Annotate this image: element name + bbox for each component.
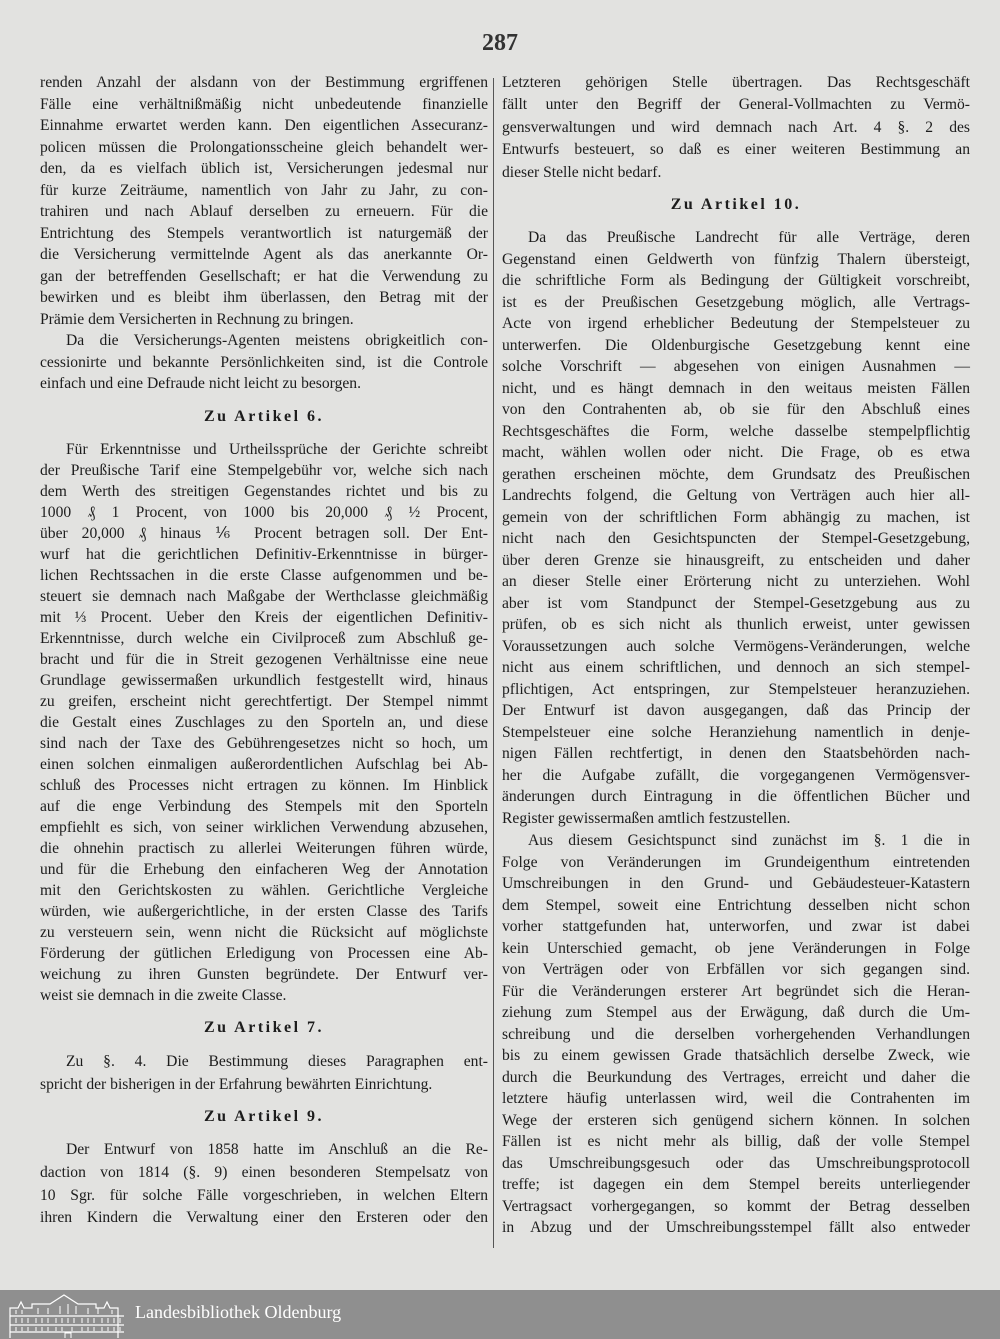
text-line: unterwerfen. Die Oldenburgische Gesetzgebung kennt eine (502, 336, 970, 354)
text-line: steuert sie demnach nach Maßgabe der Werthclasse gleichmäßig (40, 588, 488, 605)
text-line: auf die enge Verbindung des Stempels mit den Sporteln (40, 798, 488, 815)
text-line: gensverwaltungen und wird demnach nach Art. 4 §. 2 des (502, 118, 970, 136)
text-line: in Abzug und der Umschreibungsstempel fällt also entweder (502, 1219, 970, 1236)
paragraph (502, 72, 970, 184)
text-line: sind nach der Taxe des Gebührengesetzes nicht so hoch, um (40, 735, 488, 752)
text-line: den, da es vielfach üblich ist, Versicherungen jedesmal nur (40, 160, 488, 177)
text-line: nicht nach den Gesichtspuncten der Stempel-Gesetzgebung, (502, 530, 970, 547)
paragraph (502, 227, 970, 829)
text-line: weichung zu ihren Gunsten begründete. Der Entwurf ver- (40, 966, 488, 983)
text-line: macht, wählen wollen oder nicht. Die Frage, ob es etwa (502, 444, 970, 461)
text-line: würden, wie außergerichtliche, in der ersten Classe des Tarifs (40, 903, 488, 920)
text-line: Der Entwurf ist davon ausgegangen, daß das Princip der (502, 702, 970, 719)
text-line: einfach und eine Defraude nicht leicht zu besorgen. (40, 375, 361, 392)
paragraph (40, 1050, 488, 1096)
text-line: kein Unterschied gemacht, ob jene Veränderungen in Folge (502, 939, 970, 957)
section-heading: Zu Artikel 7. (203, 1019, 325, 1036)
text-line: mit ⅓ Procent. Ueber den Kreis der eigentlichen Definitiv- (40, 609, 488, 626)
text-line: 1000 ₰ 1 Procent, von 1000 bis 20,000 ₰ ½ Procent, (40, 504, 488, 521)
text-line: über 20,000 ₰ hinaus ⅙ Procent betragen soll. Der Ent- (40, 525, 488, 542)
text-line: von Verträgen oder von Erbfällen vor sich gegangen sind. (502, 961, 970, 978)
text-line: empfiehlt es sich, von seiner wirklichen Verwendung abzusehen, (40, 819, 488, 836)
text-line: Acte von irgend erheblicher Bedeutung der Stempelsteuer zu (502, 315, 970, 332)
text-line: die schriftliche Form als Bedingung der Gültigkeit vorschreibt, (502, 272, 970, 289)
paragraph (40, 1139, 488, 1230)
text-line: her die Aufgabe zufällt, die vorgegangenen Vermögensver- (502, 766, 970, 784)
text-line: mit den Gerichtskosten zu wählen. Gerichtliche Vergleiche (40, 882, 488, 899)
text-line: änderungen durch Eintragung in die öffentlichen Bücher und (502, 788, 970, 805)
text-line: ihren Kindern die Verwaltung einer den Ersteren oder den (40, 1209, 488, 1227)
text-line: durch die Beurkundung des Vertrages, erreicht und daher die (502, 1068, 970, 1086)
text-line: daction von 1814 (§. 9) einen besonderen Stempelsatz von (40, 1163, 488, 1181)
text-line: dem Stempel, soweit eine Entrichtung desselben nicht schon (502, 896, 970, 914)
text-line: prüfen, ob es sich nicht als thunlich erweist, unter gewissen (502, 616, 970, 633)
text-line: einen solchen einmaligen außerordentlichen Aufschlag bei Ab- (40, 756, 488, 773)
text-line: pflichtigen, Act entspringen, zur Stempelsteuer heranzuziehen. (502, 680, 970, 698)
text-line: zu versteuern sein, wenn nicht die Rücksicht auf möglichste (40, 924, 488, 941)
text-line: Entwurfs besteuert, so daß es einer weiteren Bestimmung an (502, 141, 970, 159)
text-line: ist es der Preußischen Gesetzgebung möglich, alle Vertrags- (502, 293, 970, 311)
text-line: über deren Grenze sie hinausgreift, zu entscheiden und daher (502, 551, 970, 569)
text-line: vorher stattgefunden hat, unterworfen, und zwar ist dabei (502, 918, 970, 935)
text-line: Landrechts folgend, die Geltung von Verträgen auch hier all- (502, 487, 970, 504)
text-line: an dieser Stelle einer Erörterung nicht zu unterziehen. Wohl (502, 573, 970, 590)
text-line: Da das Preußische Landrecht für alle Verträge, deren (528, 229, 970, 246)
text-line: spricht der bisherigen in der Erfahrung bewährten Einrichtung. (40, 1076, 433, 1093)
section-heading: Zu Artikel 6. (203, 408, 325, 425)
text-line: bis zu einem gewissen Grade thatsächlich derselbe Zweck, wie (502, 1047, 970, 1064)
paragraph (502, 830, 970, 1239)
text-line: trahiren und nach Ablauf derselben zu erneuern. Für die (40, 203, 488, 220)
text-line: Für die Veränderungen ersterer Art begründet sich die Heran- (502, 982, 970, 1000)
text-line: lichen Rechtssachen in die erste Classe aufgenommen und be- (40, 567, 488, 584)
text-line: Grundlage gewissermaßen urkundlich festgestellt wird, hinaus (40, 672, 488, 689)
text-line: der Preußische Tarif eine Stempelgebühr vor, welche sich nach (40, 462, 488, 479)
section-heading: Zu Artikel 9. (203, 1108, 325, 1125)
text-line: Gegenstand einen Geldwerth von fünfzig Thalern übersteigt, (502, 250, 970, 268)
text-line: gemein von der schriftlichen Form abhängig zu machen, ist (502, 508, 970, 526)
text-line: die Gestalt eines Zuschlages zu den Sporteln an, und diese (40, 714, 488, 731)
text-line: Entrichtung des Stempels verantwortlich ist naturgemäß der (40, 224, 488, 242)
text-line: gan der betreffenden Gesellschaft; er hat die Verwendung zu (40, 267, 488, 285)
text-line: die ohnehin practisch zu allerlei Weiterungen führen würde, (40, 840, 488, 857)
text-line: schreibung und die derselben vorhergehenden Verhandlungen (502, 1025, 970, 1043)
page-number: 287 (482, 30, 518, 56)
text-line: dieser Stelle nicht bedarf. (502, 163, 662, 181)
text-line: aber ist vom Standpunct der Stempel-Gesetzgebung aus zu (502, 594, 970, 612)
text-line: schluß des Processes nicht ertragen zu können. Im Hinblick (40, 777, 488, 794)
text-line: 10 Sgr. für solche Fälle vorgeschrieben, in welchen Eltern (40, 1186, 488, 1204)
text-line: Rechtsgeschäftes die Form, welche dasselbe stempelpflichtig (502, 422, 970, 440)
text-line: bracht und für die in Streit gezogenen Verhältnisse eine neue (40, 651, 488, 668)
text-line: Förderung der gütlichen Erledigung von Processen eine Ab- (40, 945, 488, 962)
text-line: Erkenntnisse, durch welche ein Civilproceß zum Abschluß ge- (40, 630, 488, 647)
library-name: Landesbibliothek Oldenburg (135, 1302, 342, 1322)
footer-bar (0, 1290, 1000, 1339)
text-line: Umschreibungen in den Grund- und Gebäudesteuer-Katastern (502, 875, 970, 892)
text-line: Fälle eine verhältnißmäßig nicht unbedeutende finanzielle (40, 95, 488, 113)
text-line: die Versicherung vermittelnde Agent als das anerkannte Or- (40, 246, 488, 263)
text-line: fällt unter den Begriff der General-Vollmachten zu Vermö- (502, 96, 970, 114)
text-line: von den Contrahenten ab, ob sie für den Abschluß eines (502, 401, 970, 418)
text-line: ziehung zum Stempel aus der Erwägung, daß durch die Um- (502, 1004, 970, 1021)
text-line: treffe; ist dagegen ein dem Stempel bereits unterliegender (502, 1176, 970, 1193)
text-line: bewirken und es bleibt ihm überlassen, den Betrag mit der (40, 289, 488, 306)
text-line: dem Werth des streitigen Gegenstandes richtet und bis zu (40, 483, 488, 500)
text-line: Für Erkenntnisse und Urtheilssprüche der Gerichte schreibt (66, 441, 488, 458)
section-heading: Zu Artikel 10. (670, 196, 802, 213)
text-line: Da die Versicherungs-Agenten meistens obrigkeitlich con- (66, 332, 488, 349)
text-line: Der Entwurf von 1858 hatte im Anschluß an die Re- (66, 1141, 488, 1158)
text-line: solche Vorschrift — abgesehen von einigen Ausnahmen — (502, 358, 970, 375)
text-line: Register gewissermaßen amtlich festzustellen. (502, 809, 791, 827)
text-line: Aus diesem Gesichtspunct sind zunächst im §. 1 die in (528, 832, 970, 849)
text-line: wurf hat die gerichtlichen Definitiv-Erkenntnisse in bürger- (40, 546, 488, 563)
text-line: policen müssen die Prolongationsscheine gleich behandelt wer- (40, 138, 488, 156)
text-line: Letzteren gehörigen Stelle übertragen. Das Rechtsgeschäft (502, 74, 970, 91)
text-line: Stempelsteuer eine solche Heranziehung namentlich in denje- (502, 723, 970, 741)
text-line: weist sie demnach in die zweite Classe. (40, 987, 287, 1004)
text-line: Voraussetzungen auch solche Vermögens-Veränderungen, welche (502, 637, 970, 655)
text-line: Einnahme erwartet werden kann. Den eigentlichen Assecuranz- (40, 117, 488, 134)
text-line: nigen Fällen rechtfertigt, in denen den Staatsbehörden nach- (502, 745, 970, 762)
text-line: gerathen erscheinen möchte, dem Grundsatz des Preußischen (502, 465, 970, 483)
paragraph (40, 439, 488, 1006)
text-line: renden Anzahl der alsdann von der Bestimmung ergriffenen (40, 74, 488, 91)
text-line: Zu §. 4. Die Bestimmung dieses Paragraphen ent- (66, 1053, 488, 1070)
text-line: cessionirte und bekannte Persönlichkeiten sind, ist die Controle (40, 353, 488, 371)
text-line: Wege der ersteren sich genügend sichern können. In solchen (502, 1111, 970, 1129)
text-line: Vertragsact vorhergegangen, so kommt der Betrag desselben (502, 1197, 970, 1215)
text-line: Prämie dem Versicherten in Rechnung zu bringen. (40, 310, 354, 328)
text-line: zu greifen, erscheint nicht gerechtfertigt. Der Stempel nimmt (40, 693, 488, 710)
paragraph (40, 330, 488, 395)
text-line: und für die Erhebung den einfacheren Weg der Annotation (40, 861, 488, 878)
text-line: letztere häufig unterlassen wird, weil die Contrahenten im (502, 1090, 970, 1107)
text-line: Folge von Veränderungen im Grundeigenthum eintretenden (502, 853, 970, 871)
paragraph (40, 72, 488, 330)
text-line: Fällen ist es nicht mehr als billig, daß der volle Stempel (502, 1133, 970, 1150)
text-line: für kurze Zeiträume, namentlich von Jahr zu Jahr, zu con- (40, 181, 488, 199)
text-line: nicht aus einem schriftlichen, und dennoch an sich stempel- (502, 659, 970, 676)
text-line: nicht, und es hängt demnach in den weitaus meisten Fällen (502, 379, 970, 397)
column-divider (493, 78, 494, 1248)
text-line: das Umschreibungsgesuch oder das Umschreibungsprotocoll (502, 1154, 970, 1172)
library-building-logo (8, 1294, 126, 1338)
